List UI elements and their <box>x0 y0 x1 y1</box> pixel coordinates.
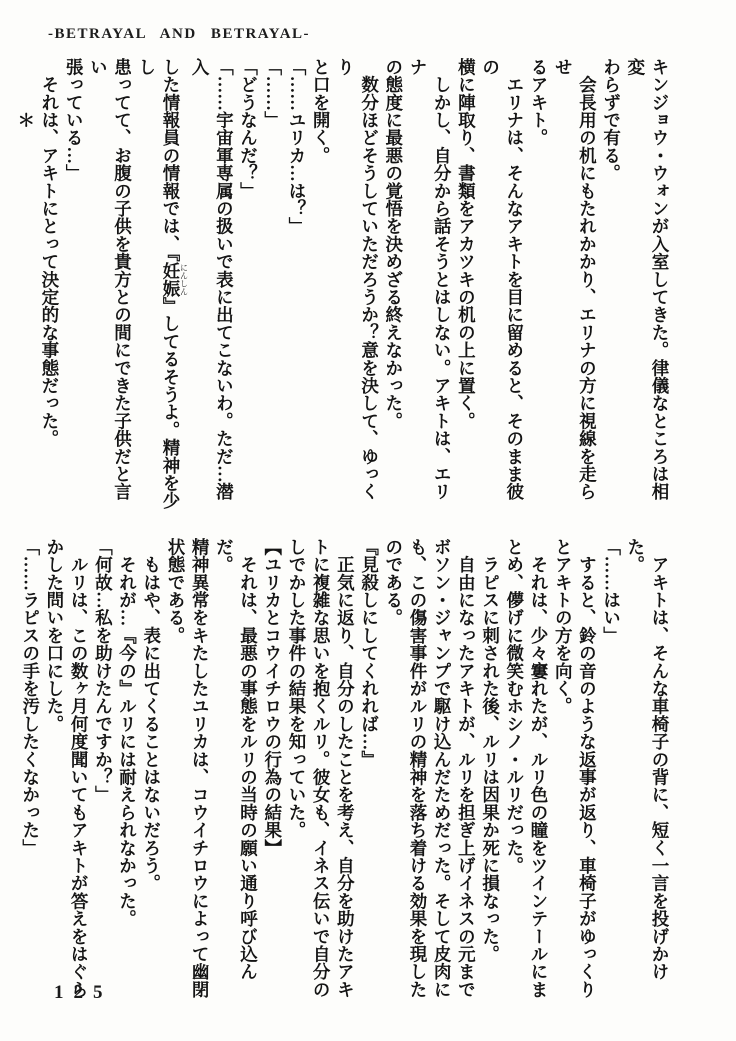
text-column: それが…『今の』ルリには耐えられなかった。 <box>117 538 138 928</box>
text-column: それは、最悪の事態をルリの当時の願い通り呼び込んだ。 <box>214 538 259 981</box>
text-column: 精神異常をキたしたユリカは、コウイチロウによって幽閉 <box>190 538 211 999</box>
text-column: 「……」 <box>262 58 283 129</box>
text-column: した情報員の情報では、『妊娠にんしん』してるそうよ。精神を少し <box>136 58 189 510</box>
text-column: と口を開く。 <box>311 58 332 165</box>
ruby-annotated-word: 妊娠にんしん <box>160 261 189 298</box>
text-column: 横に陣取り、書類をアカツキの机の上に置く。 <box>456 58 477 430</box>
text-column: アキトは、そんな車椅子の背に、短く一言を投げかけた。 <box>625 538 670 981</box>
text-column: それは、アキトにとって決定的な事態だった。 <box>39 58 60 448</box>
text-column: トに複雑な思いを抱くルリ。彼女も、イネス伝いで自分の <box>311 538 332 999</box>
text-column: わらずで有る。 <box>601 58 622 182</box>
text-column: 自由になったアキトが、ルリを担ぎ上げイネスの元まで <box>456 538 477 999</box>
text-block-bottom <box>19 538 672 1008</box>
text-column: 数分ほどそうしていただろうか？意を決して、ゆっくり <box>335 58 380 501</box>
text-column: それは、少々窶れたが、ルリ色の瞳をツインテールにま <box>528 538 549 999</box>
text-column: ルリは、この数ヶ月何度聞いてもアキトが答えをはぐら <box>69 538 90 999</box>
text-block-top <box>0 58 672 518</box>
text-column: 「……宇宙軍専属の扱いで表に出てこないわ。ただ…潜入 <box>190 58 235 501</box>
text-column: ボソン・ジャンプで駆け込んだためだった。そして皮肉に <box>432 538 453 999</box>
text-column: 状態である。 <box>165 538 186 645</box>
text-column: とめ、儚げに微笑むホシノ・ルリだった。 <box>504 538 525 875</box>
text-column: 「……はい」 <box>601 538 622 645</box>
text-column: キンジョウ・ウォンが入室してきた。律儀なところは相変 <box>625 58 670 501</box>
text-column: の態度に最悪の覚悟を決めざる終えなかった。 <box>383 58 404 430</box>
text-column: 「……ユリカ…は？」 <box>286 58 307 235</box>
text-column: しでかした事件の結果を知っていた。 <box>286 538 307 839</box>
text-column: 「……ラピスの手を汚したくなかった」 <box>20 538 41 857</box>
text-column: るアキト。 <box>528 58 549 147</box>
text-column: しかし、自分から話そうとはしない。アキトは、エリナ <box>407 58 453 501</box>
text-column: すると、鈴の音のような返事が返り、車椅子がゆっくり <box>577 538 598 999</box>
text-column: 「どうなんだ？」 <box>238 58 259 200</box>
text-column: もはや、表に出てくることはないだろう。 <box>141 538 162 892</box>
page-number: 125 <box>54 982 113 1003</box>
text-column: 患ってて、お腹の子供を貴方との間にできた子供だと言い <box>88 58 133 501</box>
running-header: -BETRAYAL AND BETRAYAL- <box>48 26 311 42</box>
text-column: 【ユリカとコウイチロウの行為の結果】 <box>262 538 283 857</box>
text-column: のである。 <box>383 538 404 627</box>
text-column: 正気に返り、自分のしたことを考え、自分を助けたアキ <box>335 538 356 999</box>
text-column: とアキトの方を向く。 <box>553 538 574 715</box>
text-column: ＊ <box>15 110 36 129</box>
text-column: 会長用の机にもたれかかり、エリナの方に視線を走らせ <box>553 58 598 501</box>
text-column: エリナは、そんなアキトを目に留めると、そのまま彼の <box>480 58 525 501</box>
text-column: かした問いを口にした。 <box>44 538 65 733</box>
text-column: 張っている…」 <box>64 58 85 182</box>
text-column: 『見殺しにしてくれれば…』 <box>359 538 380 769</box>
text-column: 「何故…私を助けたんですか？」 <box>93 538 114 804</box>
text-column: ラピスに刺された後、ルリは因果か死に損なった。 <box>480 538 501 963</box>
text-column: も、この傷害事件がルリの精神を落ち着ける効果を現した <box>407 538 428 999</box>
